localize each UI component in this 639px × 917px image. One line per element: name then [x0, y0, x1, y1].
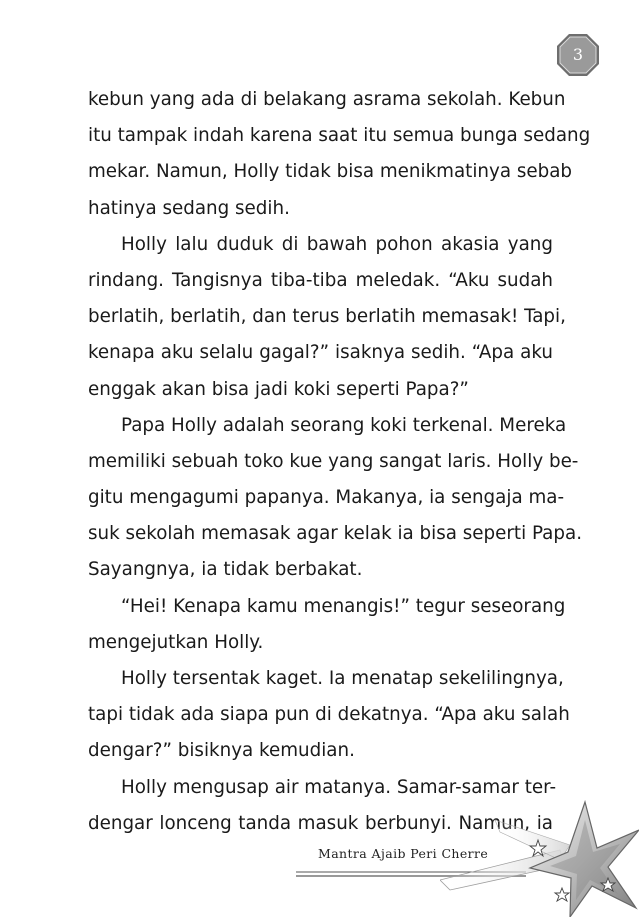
text-line: tapi tidak ada siapa pun di dekatnya. “Apa aku salah — [88, 704, 570, 726]
text-line: Sayangnya, ia tidak berbakat. — [88, 559, 363, 581]
text-line: Papa Holly adalah seorang koki terkenal. Mereka — [121, 414, 567, 436]
text-line: rindang. Tangisnya tiba-tiba meledak. “Aku sudah — [88, 269, 553, 291]
text-line: Holly tersentak kaget. Ia menatap sekelilingnya, — [121, 668, 564, 689]
text-line: “Hei! Kenapa kamu menangis!” tegur seseorang — [121, 595, 566, 617]
text-line: hatinya sedang sedih. — [88, 197, 290, 219]
text-line: kebun yang ada di belakang asrama sekolah. Kebun — [88, 89, 566, 110]
text-line: suk sekolah memasak agar kelak ia bisa seperti Papa. — [88, 523, 583, 545]
text-line: itu tampak indah karena saat itu semua bunga sedang — [88, 125, 591, 147]
text-line: mekar. Namun, Holly tidak bisa menikmatinya sebab — [88, 161, 573, 183]
shooting-star-icon — [440, 790, 639, 917]
text-line: gitu mengagumi papanya. Makanya, ia sengaja ma- — [88, 487, 565, 509]
text-line: memiliki sebuah toko kue yang sangat laris. Holly be- — [88, 450, 579, 472]
text-line: kenapa aku selalu gagal?” isaknya sedih. “Apa aku — [88, 342, 553, 364]
body-text — [88, 82, 591, 842]
text-line: mengejutkan Holly. — [88, 631, 264, 653]
text-line: dengar?” bisiknya kemudian. — [88, 740, 355, 762]
text-line: enggak akan bisa jadi koki seperti Papa?” — [88, 378, 469, 400]
text-line: berlatih, berlatih, dan terus berlatih memasak! Tapi, — [88, 306, 566, 328]
text-line: Holly mengusap air matanya. Samar-samar ter- — [121, 776, 557, 798]
text-line: dengar lonceng tanda masuk berbunyi. Namun, ia — [88, 812, 553, 834]
footer-book-title: Mantra Ajaib Peri Cherre — [318, 846, 489, 861]
text-line: Holly lalu duduk di bawah pohon akasia yang — [121, 233, 553, 255]
page-number: 3 — [572, 44, 584, 64]
page-number-badge — [556, 33, 600, 77]
